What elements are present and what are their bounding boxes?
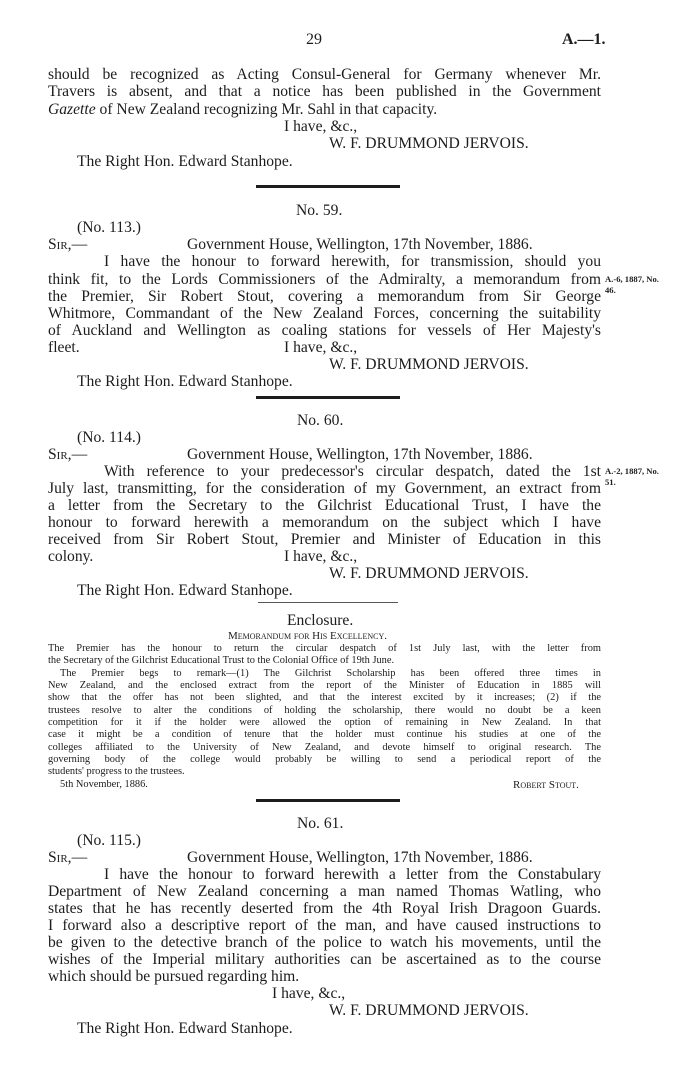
section-rule: [256, 185, 400, 188]
addressee: The Right Hon. Edward Stanhope.: [77, 153, 293, 170]
signature: W. F. DRUMMOND JERVOIS.: [329, 356, 529, 373]
salutation: Sir,—: [48, 446, 88, 463]
enclosure-rule: [258, 602, 398, 603]
gazette-italic: Gazette: [48, 101, 96, 118]
letter-title: No. 61.: [297, 815, 344, 832]
letter-line: be given to the detective branch of the police to watch his movements, until the: [48, 934, 601, 951]
intro-line: Travers is absent, and that a notice has been published in the Government: [48, 83, 601, 100]
page-reference: A.—1.: [562, 31, 606, 48]
letter-line: think fit, to the Lords Commissioners of the Admiralty, a memorandum from: [48, 271, 601, 288]
margin-note: A.-2, 1887, No.: [605, 466, 659, 476]
letter-line: July last, transmitting, for the consideration of my Government, an extract from: [48, 480, 601, 497]
letter-ref: (No. 115.): [77, 832, 141, 849]
letter-line: the Premier, Sir Robert Stout, covering a memorandum from Sir George: [48, 288, 601, 305]
intro-line-last: [48, 101, 437, 119]
intro-line-rest: of New Zealand recognizing Mr. Sahl in that capacity.: [95, 101, 438, 118]
enclosure-line: students' progress to the trustees.: [48, 766, 185, 777]
intro-line: should be recognized as Acting Consul-General for Germany whenever Mr.: [48, 66, 601, 83]
letter-line: received from Sir Robert Stout, Premier and Minister of Education in this: [48, 531, 601, 548]
signature: W. F. DRUMMOND JERVOIS.: [329, 135, 529, 152]
i-have-signoff: I have, &c.,: [272, 985, 346, 1002]
letter-line: Department of New Zealand concerning a man named Thomas Watling, who: [48, 883, 601, 900]
letter-line: colony.: [48, 548, 94, 565]
dateline: Government House, Wellington, 17th November, 1886.: [187, 446, 533, 463]
dateline: Government House, Wellington, 17th November, 1886.: [187, 849, 533, 866]
letter-line: states that he has recently deserted from the 4th Royal Irish Dragoon Guards.: [48, 900, 601, 917]
enclosure-line: governing body of the college would probably be willing to send a periodical report of the: [48, 754, 601, 765]
dateline: Government House, Wellington, 17th November, 1886.: [187, 236, 533, 253]
enclosure-line: trustees resolve to alter the conditions of holding the scholarship, there would no doubt be a keen: [48, 705, 601, 716]
i-have-signoff: I have, &c.,: [284, 548, 358, 565]
enclosure-title: Enclosure.: [287, 612, 354, 629]
page-number: 29: [306, 31, 322, 48]
addressee: The Right Hon. Edward Stanhope.: [77, 582, 293, 599]
letter-line: I have the honour to forward herewith, for transmission, should you: [104, 253, 601, 270]
i-have-signoff: I have, &c.,: [284, 118, 358, 135]
letter-title: No. 59.: [296, 202, 343, 219]
enclosure-line: case it might be a condition of tenure that the holder must continue his studies at one of the: [48, 729, 601, 740]
section-rule: [256, 396, 400, 399]
enclosure-line: the Secretary of the Gilchrist Educational Trust to the Colonial Office of 19th June.: [48, 655, 395, 666]
addressee: The Right Hon. Edward Stanhope.: [77, 1020, 293, 1037]
letter-line: of Auckland and Wellington as coaling stations for vessels of Her Majesty's: [48, 322, 601, 339]
margin-note: 46.: [605, 285, 616, 295]
enclosure-line: show that the offer has not been slighted, and that the interest excited by it increases; (2) if the: [48, 692, 601, 703]
section-rule: [256, 799, 400, 802]
enclosure-signed: Robert Stout.: [513, 779, 579, 791]
letter-ref: (No. 113.): [77, 219, 141, 236]
addressee: The Right Hon. Edward Stanhope.: [77, 373, 293, 390]
letter-line: a letter from the Secretary to the Gilchrist Educational Trust, I have the: [48, 497, 601, 514]
letter-line: Whitmore, Commandant of the New Zealand Forces, concerning the suitability: [48, 305, 601, 322]
letter-ref: (No. 114.): [77, 429, 141, 446]
letter-line: which should be pursued regarding him.: [48, 968, 300, 985]
letter-title: No. 60.: [297, 412, 344, 429]
enclosure-line: The Premier begs to remark—(1) The Gilchrist Scholarship has been offered three times in: [60, 668, 601, 679]
signature: W. F. DRUMMOND JERVOIS.: [329, 565, 529, 582]
salutation: Sir,—: [48, 236, 88, 253]
letter-line: With reference to your predecessor's circular despatch, dated the 1st: [104, 463, 601, 480]
enclosure-line: competition for it if the holder were allowed the option of remaining in New Zealand. In that: [48, 717, 601, 728]
margin-note: 51.: [605, 477, 616, 487]
signature: W. F. DRUMMOND JERVOIS.: [329, 1002, 529, 1019]
letter-line: I have the honour to forward herewith a letter from the Constabulary: [104, 866, 601, 883]
enclosure-line: The Premier has the honour to return the circular despatch of 1st July last, with the letter from: [48, 643, 601, 654]
memo-heading: Memorandum for His Excellency.: [228, 630, 388, 642]
letter-line: fleet.: [48, 339, 80, 356]
margin-note: A.-6, 1887, No.: [605, 274, 659, 284]
letter-line: wishes of the Imperial military authorities can be ascertained as to the course: [48, 951, 601, 968]
enclosure-line: New Zealand, and the enclosed extract from the report of the Minister of Education in 1885 will: [48, 680, 601, 691]
letter-line: honour to forward herewith a memorandum on the subject which I have: [48, 514, 601, 531]
letter-line: I forward also a descriptive report of the man, and have caused instructions to: [48, 917, 601, 934]
i-have-signoff: I have, &c.,: [284, 339, 358, 356]
salutation: Sir,—: [48, 849, 88, 866]
enclosure-line: colleges affiliated to the University of New Zealand, and devote himself to original research. The: [48, 742, 601, 753]
enclosure-date: 5th November, 1886.: [60, 779, 148, 790]
